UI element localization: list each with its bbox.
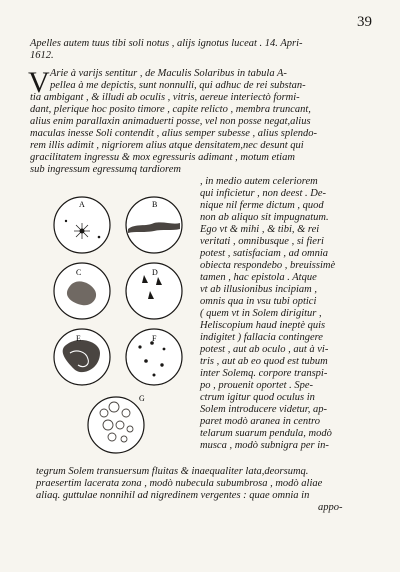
paragraph-line-3: tia ambigant , & illudi ab oculis , vitris, aereue interiectò formi- xyxy=(30,92,300,103)
figure-b xyxy=(126,197,182,253)
sunspot-figures-svg xyxy=(44,193,194,461)
paragraph-line-1: Arie à varijs sentitur , de Maculis Solaribus in tabula A- xyxy=(50,68,287,79)
right-line-13: Heliscopium haud ineptè quis xyxy=(200,320,326,331)
right-line-3: nique nil ferme dictum , quod xyxy=(200,200,324,211)
right-line-20: Solem introducere videtur, ap- xyxy=(200,404,327,415)
right-line-15: potest , aut ab oculo , aut à vi- xyxy=(200,344,329,355)
bottom-line-1: tegrum Solem transuersum fluitas & inaequaliter lata,deorsumq. xyxy=(36,466,309,477)
paragraph-line-2: pellea à me depictis, sunt nonnulli, qui adhuc de rei substan- xyxy=(50,80,306,91)
paragraph-line-6: maculas inesse Soli contendit , alius semper subesse , alius splendo- xyxy=(30,128,317,139)
figure-f xyxy=(126,329,182,385)
right-line-6: veritati , omnibusque , si fieri xyxy=(200,236,324,247)
right-line-18: po , prouenit oportet . Spe- xyxy=(200,380,314,391)
figure-a xyxy=(54,197,110,253)
figure-d xyxy=(126,263,182,319)
paragraph-line-4: dant, plerique hoc posito timore , capite relicto , membra truncant, xyxy=(30,104,311,115)
right-line-14: indigitet ) fallacia contingere xyxy=(200,332,323,343)
right-line-21: paret modò aranea in centro xyxy=(200,416,320,427)
right-line-19: ctrum igitur quod oculus in xyxy=(200,392,315,403)
figure-label-e: E xyxy=(76,334,81,343)
right-line-12: ( quem vt in Solem dirigitur , xyxy=(200,308,322,319)
right-line-22: telarum suarum pendula, modò xyxy=(200,428,332,439)
top-line-2: 1612. xyxy=(30,50,54,61)
paragraph-line-8: gracilitatem ingressu & mox egressuris adimant , motum etiam xyxy=(30,152,295,163)
paragraph-line-7: rem illis adimit , nigriorem alius atque densitatem,nec desunt qui xyxy=(30,140,304,151)
right-line-1: , in medio autem celeriorem xyxy=(200,176,318,187)
figure-label-d: D xyxy=(152,268,158,277)
figure-label-b: B xyxy=(152,200,158,209)
figure-label-a: A xyxy=(79,200,85,209)
figure-c xyxy=(54,263,110,319)
drop-cap: V xyxy=(28,66,50,99)
figure-e xyxy=(54,329,110,385)
right-line-16: tris , aut ab eo quod est tubum xyxy=(200,356,328,367)
right-line-5: Ego vt & mihi , & tibi, & rei xyxy=(200,224,320,235)
right-line-7: potest , satisfaciam , ad omnia xyxy=(200,248,329,259)
right-line-2: qui inficietur , non deest . De- xyxy=(200,188,326,199)
figure-label-f: F xyxy=(152,334,157,343)
figure-label-c: C xyxy=(76,268,82,277)
page-number: 39 xyxy=(357,14,372,30)
paragraph-line-9: sub ingressum egressumq tardiorem xyxy=(30,164,181,175)
figure-g xyxy=(88,394,145,453)
right-line-8: obiecta respondebo , breuissimè xyxy=(200,260,336,271)
right-line-17: inter Solemq. corpore transpi- xyxy=(200,368,328,379)
figure-label-g: G xyxy=(139,394,145,403)
right-line-11: omnis qua in vsu tubi optici xyxy=(200,296,317,307)
bottom-line-3: aliaq. guttulae nonnihil ad nigredinem vergentes : quae omnia in xyxy=(36,490,310,501)
sunspot-figures xyxy=(44,193,194,461)
right-line-9: tamen , hac epistola . Atque xyxy=(200,272,317,283)
right-line-23: musca , modò subnigra per in- xyxy=(200,440,329,451)
top-line-1: Apelles autem tuus tibi soli notus , alijs ignotus luceat . 14. Apri- xyxy=(30,38,303,49)
right-line-4: non ab aliquo sit impugnatum. xyxy=(200,212,329,223)
catchword: appo- xyxy=(318,502,343,513)
bottom-line-2: praesertim lacerata zona , modò nubecula subumbrosa , modò aliae xyxy=(36,478,323,489)
right-line-10: vt ab illusionibus incipiam , xyxy=(200,284,317,295)
paragraph-line-5: alius enim parallaxin animaduerti posse, vel non posse negat,alius xyxy=(30,116,311,127)
